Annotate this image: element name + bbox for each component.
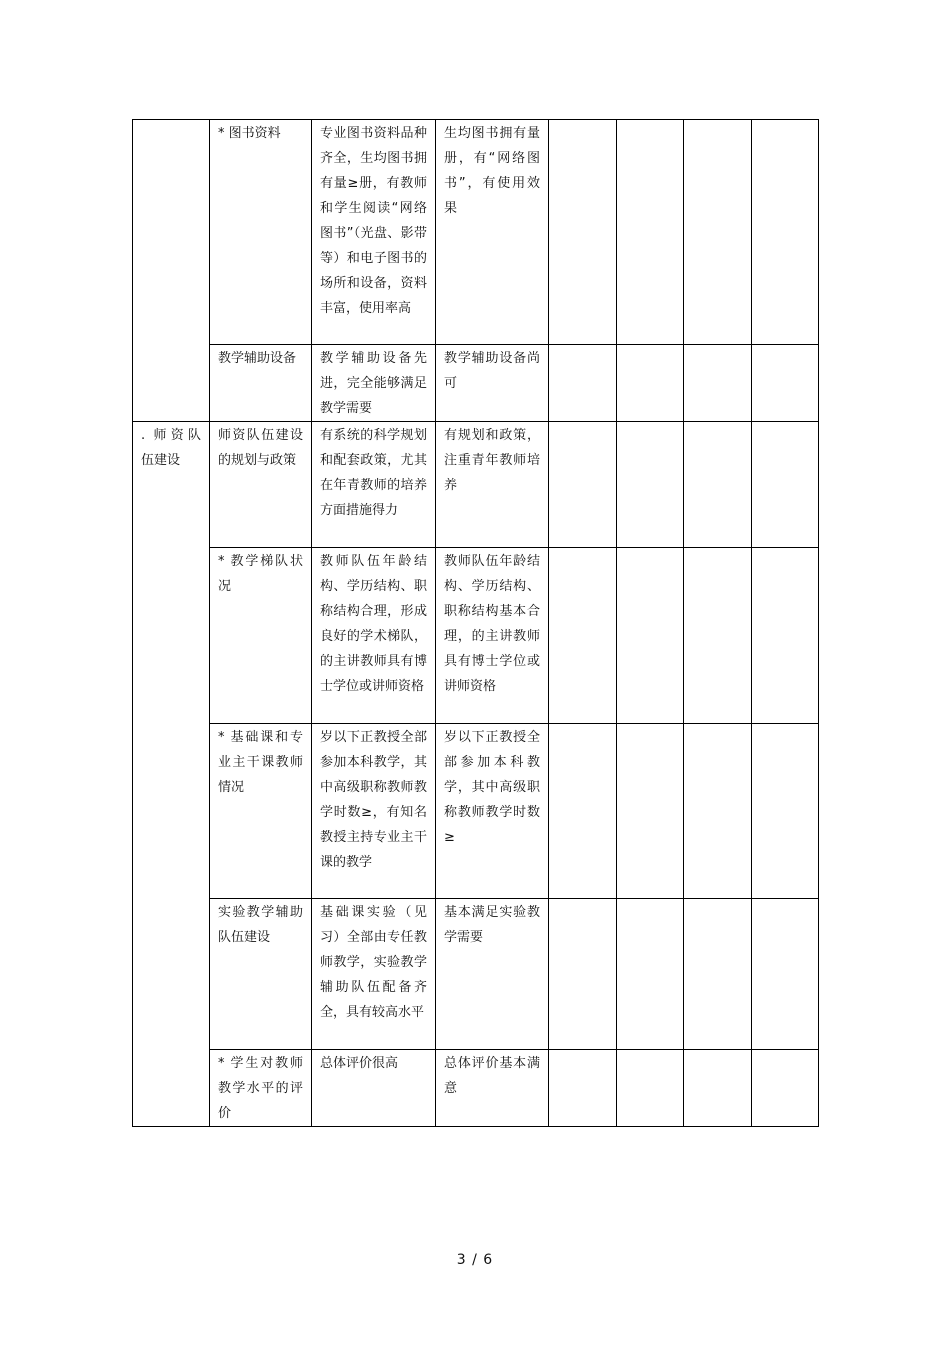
score-cell — [549, 899, 617, 1050]
score-cell — [549, 422, 617, 548]
table-row — [133, 120, 819, 345]
item-label: * 基础课和专业主干课教师情况 — [218, 730, 303, 795]
standard-a-text: 教学辅助设备先进，完全能够满足教学需要 — [320, 351, 427, 416]
standard-a-text: 岁以下正教授全部参加本科教学，其中高级职称教师教学时数≥，有知名教授主持专业主干课的教学 — [320, 730, 427, 870]
score-cell — [684, 899, 752, 1050]
score-cell — [617, 899, 684, 1050]
score-cell — [549, 1050, 617, 1127]
table-row — [133, 899, 819, 1050]
standard-c-text: 教师队伍年龄结构、学历结构、职称结构基本合理，的主讲教师具有博士学位或讲师资格 — [444, 554, 540, 694]
score-cell — [617, 120, 684, 345]
standard-c-text: 生均图书拥有量册，有“网络图书”，有使用效果 — [444, 126, 540, 216]
category-cell — [133, 120, 210, 422]
item-label: 实验教学辅助队伍建设 — [218, 905, 303, 945]
standard-c-text: 基本满足实验教学需要 — [444, 905, 540, 945]
standard-c-cell — [436, 899, 549, 1050]
standard-c-cell — [436, 120, 549, 345]
item-label: * 教学梯队状况 — [218, 554, 303, 594]
table-row — [133, 724, 819, 899]
standard-a-text: 专业图书资料品种齐全，生均图书拥有量≥册，有教师和学生阅读“网络图书”（光盘、影带等）和电子图书的场所和设备，资料丰富，使用率高 — [320, 126, 427, 316]
standard-c-cell — [436, 422, 549, 548]
score-cell — [617, 724, 684, 899]
standard-a-cell — [312, 345, 436, 422]
score-cell — [549, 548, 617, 724]
table-row — [133, 345, 819, 422]
score-cell — [549, 724, 617, 899]
score-cell — [684, 548, 752, 724]
score-cell — [684, 120, 752, 345]
item-cell — [210, 422, 312, 548]
table-row — [133, 422, 819, 548]
score-cell — [752, 724, 819, 899]
table-row — [133, 1050, 819, 1127]
standard-a-cell — [312, 724, 436, 899]
standard-a-text: 总体评价很高 — [320, 1056, 399, 1071]
standard-a-cell — [312, 1050, 436, 1127]
standard-a-cell — [312, 120, 436, 345]
standard-a-text: 有系统的科学规划和配套政策，尤其在年青教师的培养方面措施得力 — [320, 428, 427, 518]
standard-a-text: 基础课实验（见习）全部由专任教师教学，实验教学辅助队伍配备齐全，具有较高水平 — [320, 905, 427, 1020]
item-label: * 图书资料 — [218, 126, 281, 141]
item-label: 教学辅助设备 — [218, 351, 297, 366]
standard-a-cell — [312, 899, 436, 1050]
score-cell — [617, 345, 684, 422]
standard-c-cell — [436, 345, 549, 422]
item-cell — [210, 724, 312, 899]
standard-c-cell — [436, 1050, 549, 1127]
score-cell — [684, 724, 752, 899]
score-cell — [684, 1050, 752, 1127]
score-cell — [684, 345, 752, 422]
standard-a-text: 教师队伍年龄结构、学历结构、职称结构合理，形成良好的学术梯队，的主讲教师具有博士学位或讲师资格 — [320, 554, 427, 694]
score-cell — [617, 1050, 684, 1127]
score-cell — [752, 345, 819, 422]
score-cell — [752, 422, 819, 548]
standard-c-text: 岁以下正教授全部参加本科教学，其中高级职称教师教学时数≥ — [444, 730, 540, 845]
standard-c-text: 有规划和政策，注重青年教师培养 — [444, 428, 540, 493]
category-cell — [133, 422, 210, 1127]
item-cell — [210, 899, 312, 1050]
standard-a-cell — [312, 422, 436, 548]
item-label: * 学生对教师教学水平的评价 — [218, 1056, 303, 1121]
score-cell — [617, 422, 684, 548]
score-cell — [549, 345, 617, 422]
score-cell — [752, 899, 819, 1050]
score-cell — [549, 120, 617, 345]
score-cell — [752, 120, 819, 345]
score-cell — [752, 548, 819, 724]
item-cell — [210, 548, 312, 724]
table-row — [133, 548, 819, 724]
item-cell — [210, 1050, 312, 1127]
standard-a-cell — [312, 548, 436, 724]
evaluation-table — [132, 119, 819, 1127]
page-number: 3 / 6 — [456, 1252, 494, 1268]
category-label: . 师资队伍建设 — [141, 428, 201, 468]
standard-c-text: 教学辅助设备尚可 — [444, 351, 540, 391]
item-cell — [210, 120, 312, 345]
item-label: 师资队伍建设的规划与政策 — [218, 428, 303, 468]
score-cell — [684, 422, 752, 548]
item-cell — [210, 345, 312, 422]
score-cell — [752, 1050, 819, 1127]
score-cell — [617, 548, 684, 724]
standard-c-text: 总体评价基本满意 — [444, 1056, 540, 1096]
standard-c-cell — [436, 724, 549, 899]
category-label — [133, 120, 209, 121]
standard-c-cell — [436, 548, 549, 724]
